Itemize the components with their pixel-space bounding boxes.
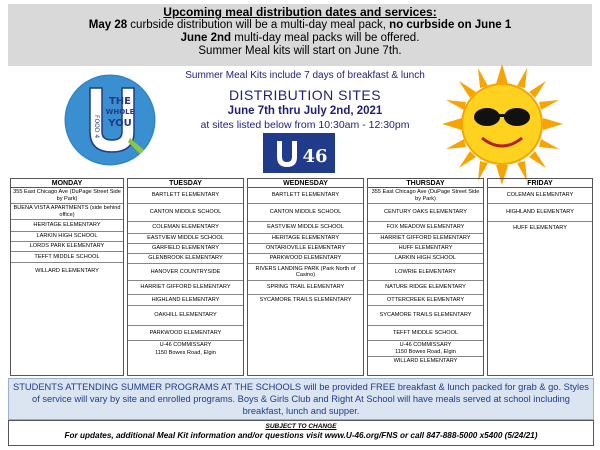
wednesday-site-5: ONTARIOVILLE ELEMENTARY [248,244,363,254]
wednesday-column [247,178,364,376]
wednesday-site-7: RIVERS LANDING PARK (Park North of Casino) [248,264,363,281]
thursday-site-4: HARRIET GIFFORD ELEMENTARY [368,234,483,244]
tuesday-site-12: U-46 COMMISSARY [159,341,212,348]
tuesday-site-7: HANOVER COUNTRYSIDE [128,264,243,281]
wednesday-site-3: EASTVIEW MIDDLE SCHOOL [248,222,363,234]
distribution-info [170,70,440,131]
wednesday-site-6: PARKWOOD ELEMENTARY [248,254,363,264]
u46-logo-graphic [263,133,335,173]
header-line-1-bold: May 28 [88,19,128,31]
thursday-site-12-address: 1150 Bowes Road, Elgin [368,349,483,357]
thursday-site-10: SYCAMORE TRAILS ELEMENTARY [368,306,483,326]
logo-text-whole: WHOLE [105,108,135,116]
wednesday-header: WEDNESDAY [248,179,363,188]
monday-site-7: WILLARD ELEMENTARY [35,267,99,274]
thursday-site-3: FOX MEADOW ELEMENTARY [368,222,483,234]
distribution-schedule-grid [10,178,594,376]
tuesday-column [127,178,244,376]
thursday-site-6: LARKIN HIGH SCHOOL [368,254,483,264]
thursday-header: THURSDAY [368,179,483,188]
u46-logo-text: 46 [302,146,328,167]
wednesday-site-2: CANTON MIDDLE SCHOOL [248,204,363,222]
header-line-1-bold-2: no curbside on June 1 [389,19,512,31]
thursday-site-1: 355 East Chicago Ave (DuPage Street Side by Park) [368,188,483,204]
tuesday-site-9: HIGHLAND ELEMENTARY [128,295,243,306]
logo-text-the: THE [108,96,132,107]
wednesday-site-8: SPRING TRAIL ELEMENTARY [248,281,363,295]
subject-to-change-note: SUBJECT TO CHANGE [265,423,337,430]
monday-site-5: LORDS PARK ELEMENTARY [11,242,123,252]
tuesday-site-8: HARRIET GIFFORD ELEMENTARY [128,281,243,295]
thursday-site-8: NATURE RIDGE ELEMENTARY [368,281,483,295]
friday-site-2: HIGHLAND ELEMENTARY [488,204,592,222]
u46-logo [263,133,335,173]
monday-header: MONDAY [11,179,123,188]
friday-site-1: COLEMAN ELEMENTARY [488,188,592,204]
tuesday-site-12-address: 1150 Bowes Road, Elgin [155,349,216,356]
header-line-2-bold: June 2nd [180,32,232,44]
kits-note: Summer Meal Kits include 7 days of breakfast & lunch [185,70,425,81]
tuesday-site-6: GLENBROOK ELEMENTARY [128,254,243,264]
monday-site-3: HERITAGE ELEMENTARY [11,220,123,232]
monday-site-4: LARKIN HIGH SCHOOL [11,232,123,242]
header-line-2 [8,32,592,45]
tuesday-site-10: OAKHILL ELEMENTARY [128,306,243,326]
thursday-site-2: CENTURY OAKS ELEMENTARY [368,204,483,222]
footer-box [8,420,594,446]
monday-site-6: TEFFT MIDDLE SCHOOL [11,252,123,263]
distribution-dates: June 7th thru July 2nd, 2021 [227,105,383,117]
logo-text-you: YOU [108,118,132,129]
friday-column [487,178,593,376]
thursday-site-9: OTTERCREEK ELEMENTARY [368,295,483,306]
students-summer-programs-note: STUDENTS ATTENDING SUMMER PROGRAMS AT THE SCHOOLS will be provided FREE breakfast & lunch packed for grab & go. Styles of service will vary by site and enrolled programs. Boys & Girls Club and Right At School will have meals served at school including breakfast, lunch and supper. [8,378,594,420]
thursday-column [367,178,484,376]
header-line-3: Summer Meal kits will start on June 7th. [198,45,402,57]
thursday-site-5: HUFF ELEMENTARY [368,244,483,254]
wednesday-site-9: SYCAMORE TRAILS ELEMENTARY [259,297,352,304]
header-box [8,4,592,66]
tuesday-site-4: EASTVIEW MIDDLE SCHOOL [128,234,243,244]
tuesday-site-2: CANTON MIDDLE SCHOOL [128,204,243,222]
tuesday-site-3: COLEMAN ELEMENTARY [128,222,243,234]
logo-food4-text: FOOD 4 [93,115,100,139]
monday-column [10,178,124,376]
wednesday-site-4: HERITAGE ELEMENTARY [248,234,363,244]
header-line-1-text: curbside distribution will be a multi-day meal pack, [127,19,390,31]
distribution-sites-heading: DISTRIBUTION SITES [228,87,382,103]
updates-contact-note: For updates, additional Meal Kit information and/or questions visit www.U-46.org/FNS or call 847-888-5000 x5400 (5/24/21) [64,431,538,440]
monday-site-1: 355 East Chicago Ave (DuPage Street Side by Park) [11,188,123,204]
header-line-1 [8,19,592,32]
friday-site-3: HUFF ELEMENTARY [513,224,567,231]
wednesday-site-1: BARTLETT ELEMENTARY [248,188,363,204]
thursday-site-12: U-46 COMMISSARY [399,341,452,348]
friday-header: FRIDAY [488,179,592,188]
header-line-2-text: multi-day meal packs will be offered. [231,32,420,44]
header-title: Upcoming meal distribution dates and services: [163,5,437,19]
food-4-the-whole-you-logo [60,70,160,170]
tuesday-site-11: PARKWOOD ELEMENTARY [128,326,243,341]
tuesday-site-1: BARTLETT ELEMENTARY [128,188,243,204]
sun-with-sunglasses-icon [440,62,565,187]
thursday-site-13: WILLARD ELEMENTARY [393,357,458,364]
thursday-site-11: TEFFT MIDDLE SCHOOL [368,326,483,341]
tuesday-site-5: GARFIELD ELEMENTARY [128,244,243,254]
thursday-site-7: LOWRIE ELEMENTARY [368,264,483,281]
monday-site-2: BUENA VISTA APARTMENTS (side behind office) [11,204,123,220]
tuesday-header: TUESDAY [128,179,243,188]
distribution-times: at sites listed below from 10:30am - 12:30pm [200,119,410,131]
